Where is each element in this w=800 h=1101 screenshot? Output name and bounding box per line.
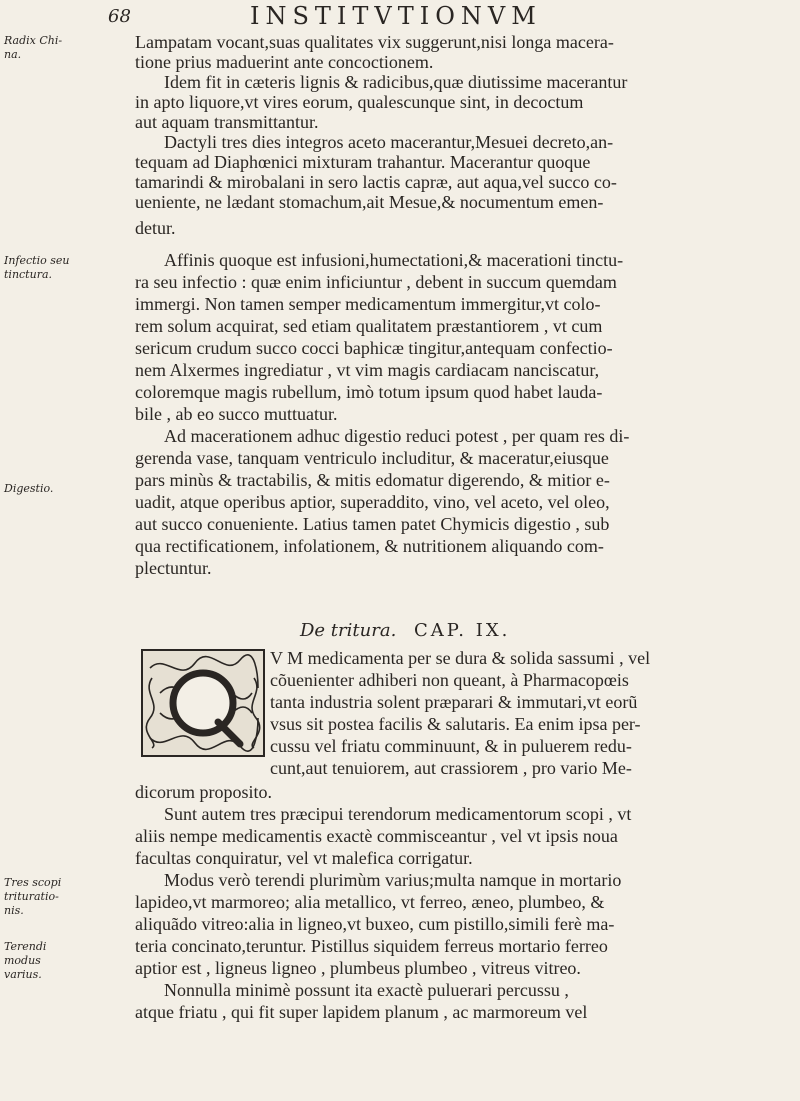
text-line: teria concinato,teruntur. Pistillus siquidem ferreus mortario ferreo: [135, 936, 608, 956]
text-line: sericum crudum succo cocci baphicæ tingitur,antequam confectio-: [135, 338, 613, 358]
text-line: atque friatu , qui fit super lapidem planum , ac marmoreum vel: [135, 1002, 588, 1022]
text-line: dicorum proposito.: [135, 782, 272, 802]
text-line: Lampatam vocant,suas qualitates vix suggerunt,nisi longa macera-: [135, 32, 614, 52]
text-line: aliis nempe medicamentis exactè commisceantur , vel vt ipsis noua: [135, 826, 618, 846]
text-line: Ad macerationem adhuc digestio reduci potest , per quam res di-: [164, 426, 630, 446]
text-line: aptior est , ligneus ligneo , plumbeus plumbeo , vitreus vitreo.: [135, 958, 581, 978]
text-line: rem solum acquirat, sed etiam qualitatem præstantiorem , vt cum: [135, 316, 603, 336]
text-line: qua rectificationem, infolationem, & nutritionem aliquando com-: [135, 536, 604, 556]
text-line: cussu vel friatu comminuunt, & in puluerem redu-: [270, 736, 632, 756]
chapter-title: De tritura.: [300, 620, 397, 641]
text-line: tanta industria solent præparari & immutari,vt eorũ: [270, 692, 638, 712]
text-line: ueniente, ne lædant stomachum,ait Mesue,& nocumentum emen-: [135, 192, 604, 212]
text-line: aut aquam transmittantur.: [135, 112, 319, 132]
text-line: Dactyli tres dies integros aceto macerantur,Mesuei decreto,an-: [164, 132, 614, 152]
text-line: Sunt autem tres præcipui terendorum medicamentorum scopi , vt: [164, 804, 632, 824]
text-line: tamarindi & mirobalani in sero lactis capræ, aut aqua,vel succo co-: [135, 172, 617, 192]
text-line: nem Alxermes ingrediatur , vt vim magis cardiacam nanciscatur,: [135, 360, 600, 380]
text-line: aliquãdo vitreo:alia in ligneo,vt buxeo, cum pistillo,simili ferè ma-: [135, 914, 615, 934]
margin-note-tres-scopi: Tres scopi trituratio-nis.: [4, 876, 62, 917]
text-line: aut succo conueniente. Latius tamen patet Chymicis digestio , sub: [135, 514, 610, 534]
decorated-initial-q-icon: [140, 648, 266, 758]
text-line: in apto liquore,vt vires eorum, qualescunque sint, in decoctum: [135, 92, 584, 112]
chapter-heading: [300, 620, 510, 641]
margin-note-radix: Radix Chi-na.: [4, 34, 63, 61]
margin-note-infectio: Infectio seu tinctura.: [4, 254, 70, 281]
text-line: facultas conquiratur, vel vt malefica corrigatur.: [135, 848, 473, 868]
text-line: Affinis quoque est infusioni,humectationi,& macerationi tinctu-: [164, 250, 624, 270]
margin-note-terendi: Terendi modus varius.: [4, 940, 47, 981]
text-line: V M medicamenta per se dura & solida sassumi , vel: [270, 648, 651, 668]
text-line: lapideo,vt marmoreo; alia metallico, vt ferreo, æneo, plumbeo, &: [135, 892, 605, 912]
text-line: pars minùs & tractabilis, & mitis edomatur digerendo, & mitior e-: [135, 470, 610, 490]
text-line: detur.: [135, 218, 176, 238]
text-line: Nonnulla minimè possunt ita exactè puluerari percussu ,: [164, 980, 569, 1000]
text-line: tione prius maduerint ante concoctionem.: [135, 52, 434, 72]
text-line: bile , ab eo succo muttuatur.: [135, 404, 338, 424]
running-title: INSTITVTIONVM: [250, 2, 542, 30]
text-line: gerenda vase, tanquam ventriculo includitur, & maceratur,eiusque: [135, 448, 609, 468]
text-line: plectuntur.: [135, 558, 212, 578]
margin-note-digestio: Digestio.: [4, 482, 54, 495]
text-line: vsus sit postea facilis & salutaris. Ea enim ipsa per-: [270, 714, 641, 734]
text-line: cõuenienter adhiberi non queant, à Pharmacopœis: [270, 670, 629, 690]
text-line: coloremque magis rubellum, imò totum ipsum quod habet lauda-: [135, 382, 603, 402]
page-header: [0, 2, 800, 34]
chapter-number: CAP. IX.: [414, 620, 511, 641]
text-line: uadit, atque operibus aptior, superaddito, vino, vel aceto, vel oleo,: [135, 492, 610, 512]
text-line: Idem fit in cæteris lignis & radicibus,quæ diutissime macerantur: [164, 72, 628, 92]
page-number: 68: [108, 6, 131, 27]
text-line: tequam ad Diaphœnici mixturam trahantur. Macerantur quoque: [135, 152, 591, 172]
text-line: ra seu infectio : quæ enim inficiuntur , debent in succum quemdam: [135, 272, 617, 292]
text-line: Modus verò terendi plurimùm varius;multa namque in mortario: [164, 870, 622, 890]
text-line: immergi. Non tamen semper medicamentum immergitur,vt colo-: [135, 294, 601, 314]
text-line: cunt,aut tenuiorem, aut crassiorem , pro vario Me-: [270, 758, 632, 778]
